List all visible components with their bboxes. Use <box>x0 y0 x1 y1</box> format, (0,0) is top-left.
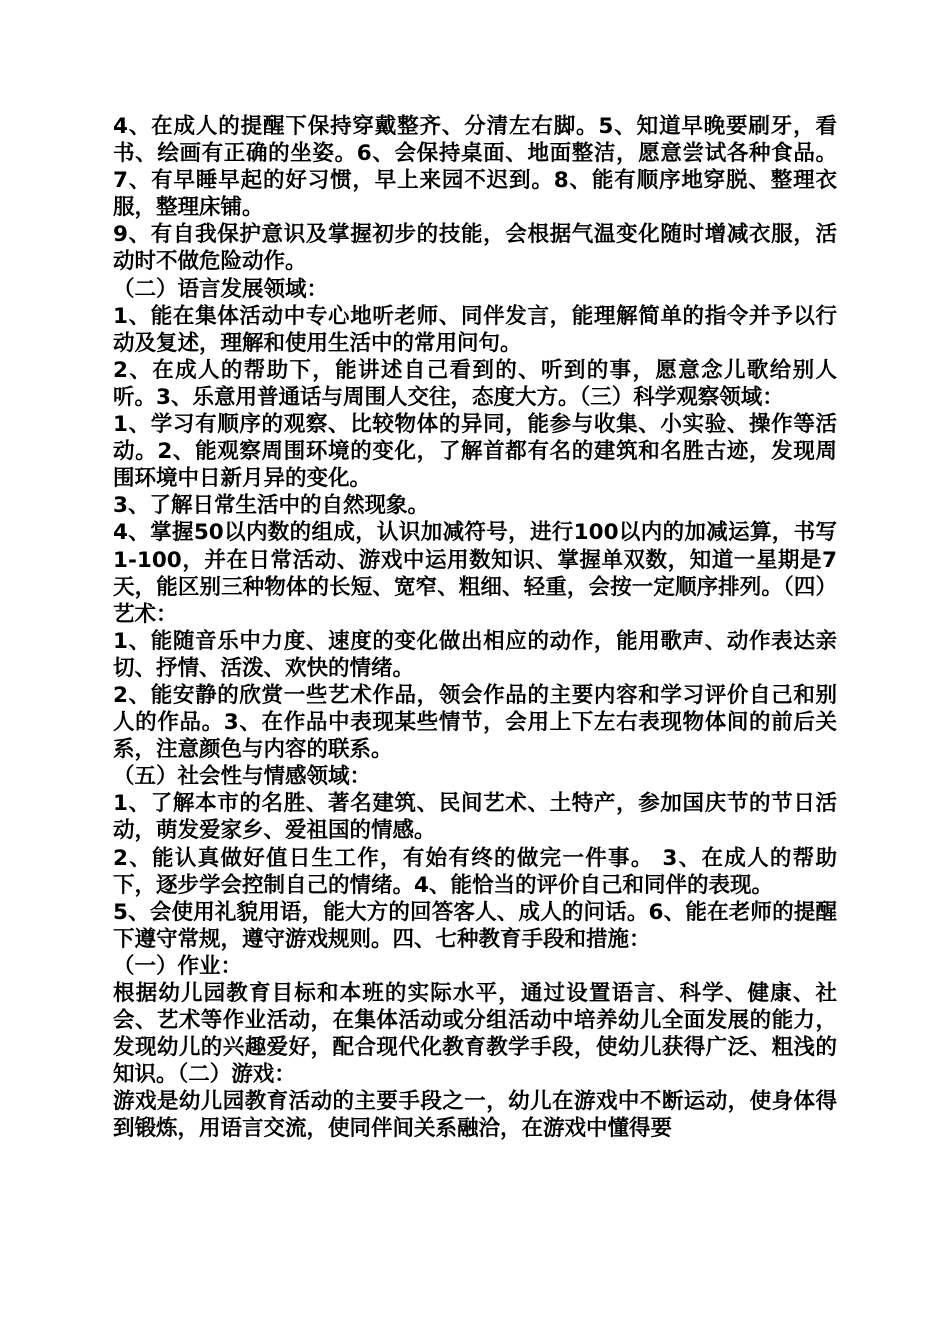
paragraph-science-goals-1-2: 1、学习有顺序的观察、比较物体的异同，能参与收集、小实验、操作等活动。2、能观察周围环境的变化，了解首都有名的建筑和名胜古迹，发现周围环境中日新月异的变化。 <box>113 412 837 492</box>
heading-language-domain: （二）语言发展领域： <box>113 276 329 302</box>
paragraph-social-goals-5-6: 5、会使用礼貌用语，能大方的回答客人、成人的问话。6、能在老师的提醒下遵守常规，遵守游戏规则。四、七种教育手段和措施： <box>113 899 837 952</box>
paragraph-homework: 根据幼儿园教育目标和本班的实际水平，通过设置语言、科学、健康、社会、艺术等作业活动，在集体活动或分组活动中培养幼儿全面发展的能力，发现幼儿的兴趣爱好，配合现代化教育教学手段，使幼儿获得广泛、粗浅的知识。（二）游戏： <box>113 981 837 1088</box>
paragraph-health-goals-4-8: 4、在成人的提醒下保持穿戴整齐、分清左右脚。5、知道早晚要刷牙，看书、绘画有正确的坐姿。6、会保持桌面、地面整洁，愿意尝试各种食品。7、有早睡早起的好习惯，早上来园不迟到。8、能有顺序地穿脱、整理衣服，整理床铺。 <box>113 114 837 221</box>
paragraph-language-goals-2-3: 2、在成人的帮助下，能讲述自己看到的、听到的事，愿意念儿歌给别人听。3、乐意用普通话与周围人交往，态度大方。（三）科学观察领域： <box>113 357 837 410</box>
paragraph-art-goal-1: 1、能随音乐中力度、速度的变化做出相应的动作，能用歌声、动作表达亲切、抒情、活泼、欢快的情绪。 <box>113 628 837 681</box>
paragraph-language-goal-1: 1、能在集体活动中专心地听老师、同伴发言，能理解简单的指令并予以行动及复述，理解和使用生活中的常用问句。 <box>113 303 837 356</box>
paragraph-social-goal-1: 1、了解本市的名胜、著名建筑、民间艺术、土特产，参加国庆节的节日活动，萌发爱家乡、爱祖国的情感。 <box>113 791 837 844</box>
paragraph-social-goals-2-4: 2、能认真做好值日生工作，有始有终的做完一件事。 3、在成人的帮助下，逐步学会控制自己的情绪。4、能恰当的评价自己和同伴的表现。 <box>113 845 837 898</box>
heading-homework: （一）作业： <box>113 953 243 979</box>
document-page <box>113 113 837 1143</box>
paragraph-science-goal-4: 4、掌握50以内数的组成，认识加减符号，进行100以内的加减运算，书写1-100，并在日常活动、游戏中运用数知识、掌握单双数，知道一星期是7天，能区别三种物体的长短、宽窄、粗细、轻重，会按一定顺序排列。（四）艺术： <box>113 520 837 627</box>
paragraph-health-goal-9: 9、有自我保护意识及掌握初步的技能，会根据气温变化随时增减衣服，活动时不做危险动作。 <box>113 222 837 275</box>
heading-social-emotional-domain: （五）社会性与情感领域： <box>113 764 372 790</box>
paragraph-art-goals-2-3: 2、能安静的欣赏一些艺术作品，领会作品的主要内容和学习评价自己和别人的作品。3、在作品中表现某些情节，会用上下左右表现物体间的前后关系，注意颜色与内容的联系。 <box>113 682 837 763</box>
paragraph-science-goal-3: 3、了解日常生活中的自然现象。 <box>113 493 429 519</box>
paragraph-games: 游戏是幼儿园教育活动的主要手段之一，幼儿在游戏中不断运动，使身体得到锻炼，用语言交流，使同伴间关系融洽，在游戏中懂得要 <box>113 1089 837 1142</box>
